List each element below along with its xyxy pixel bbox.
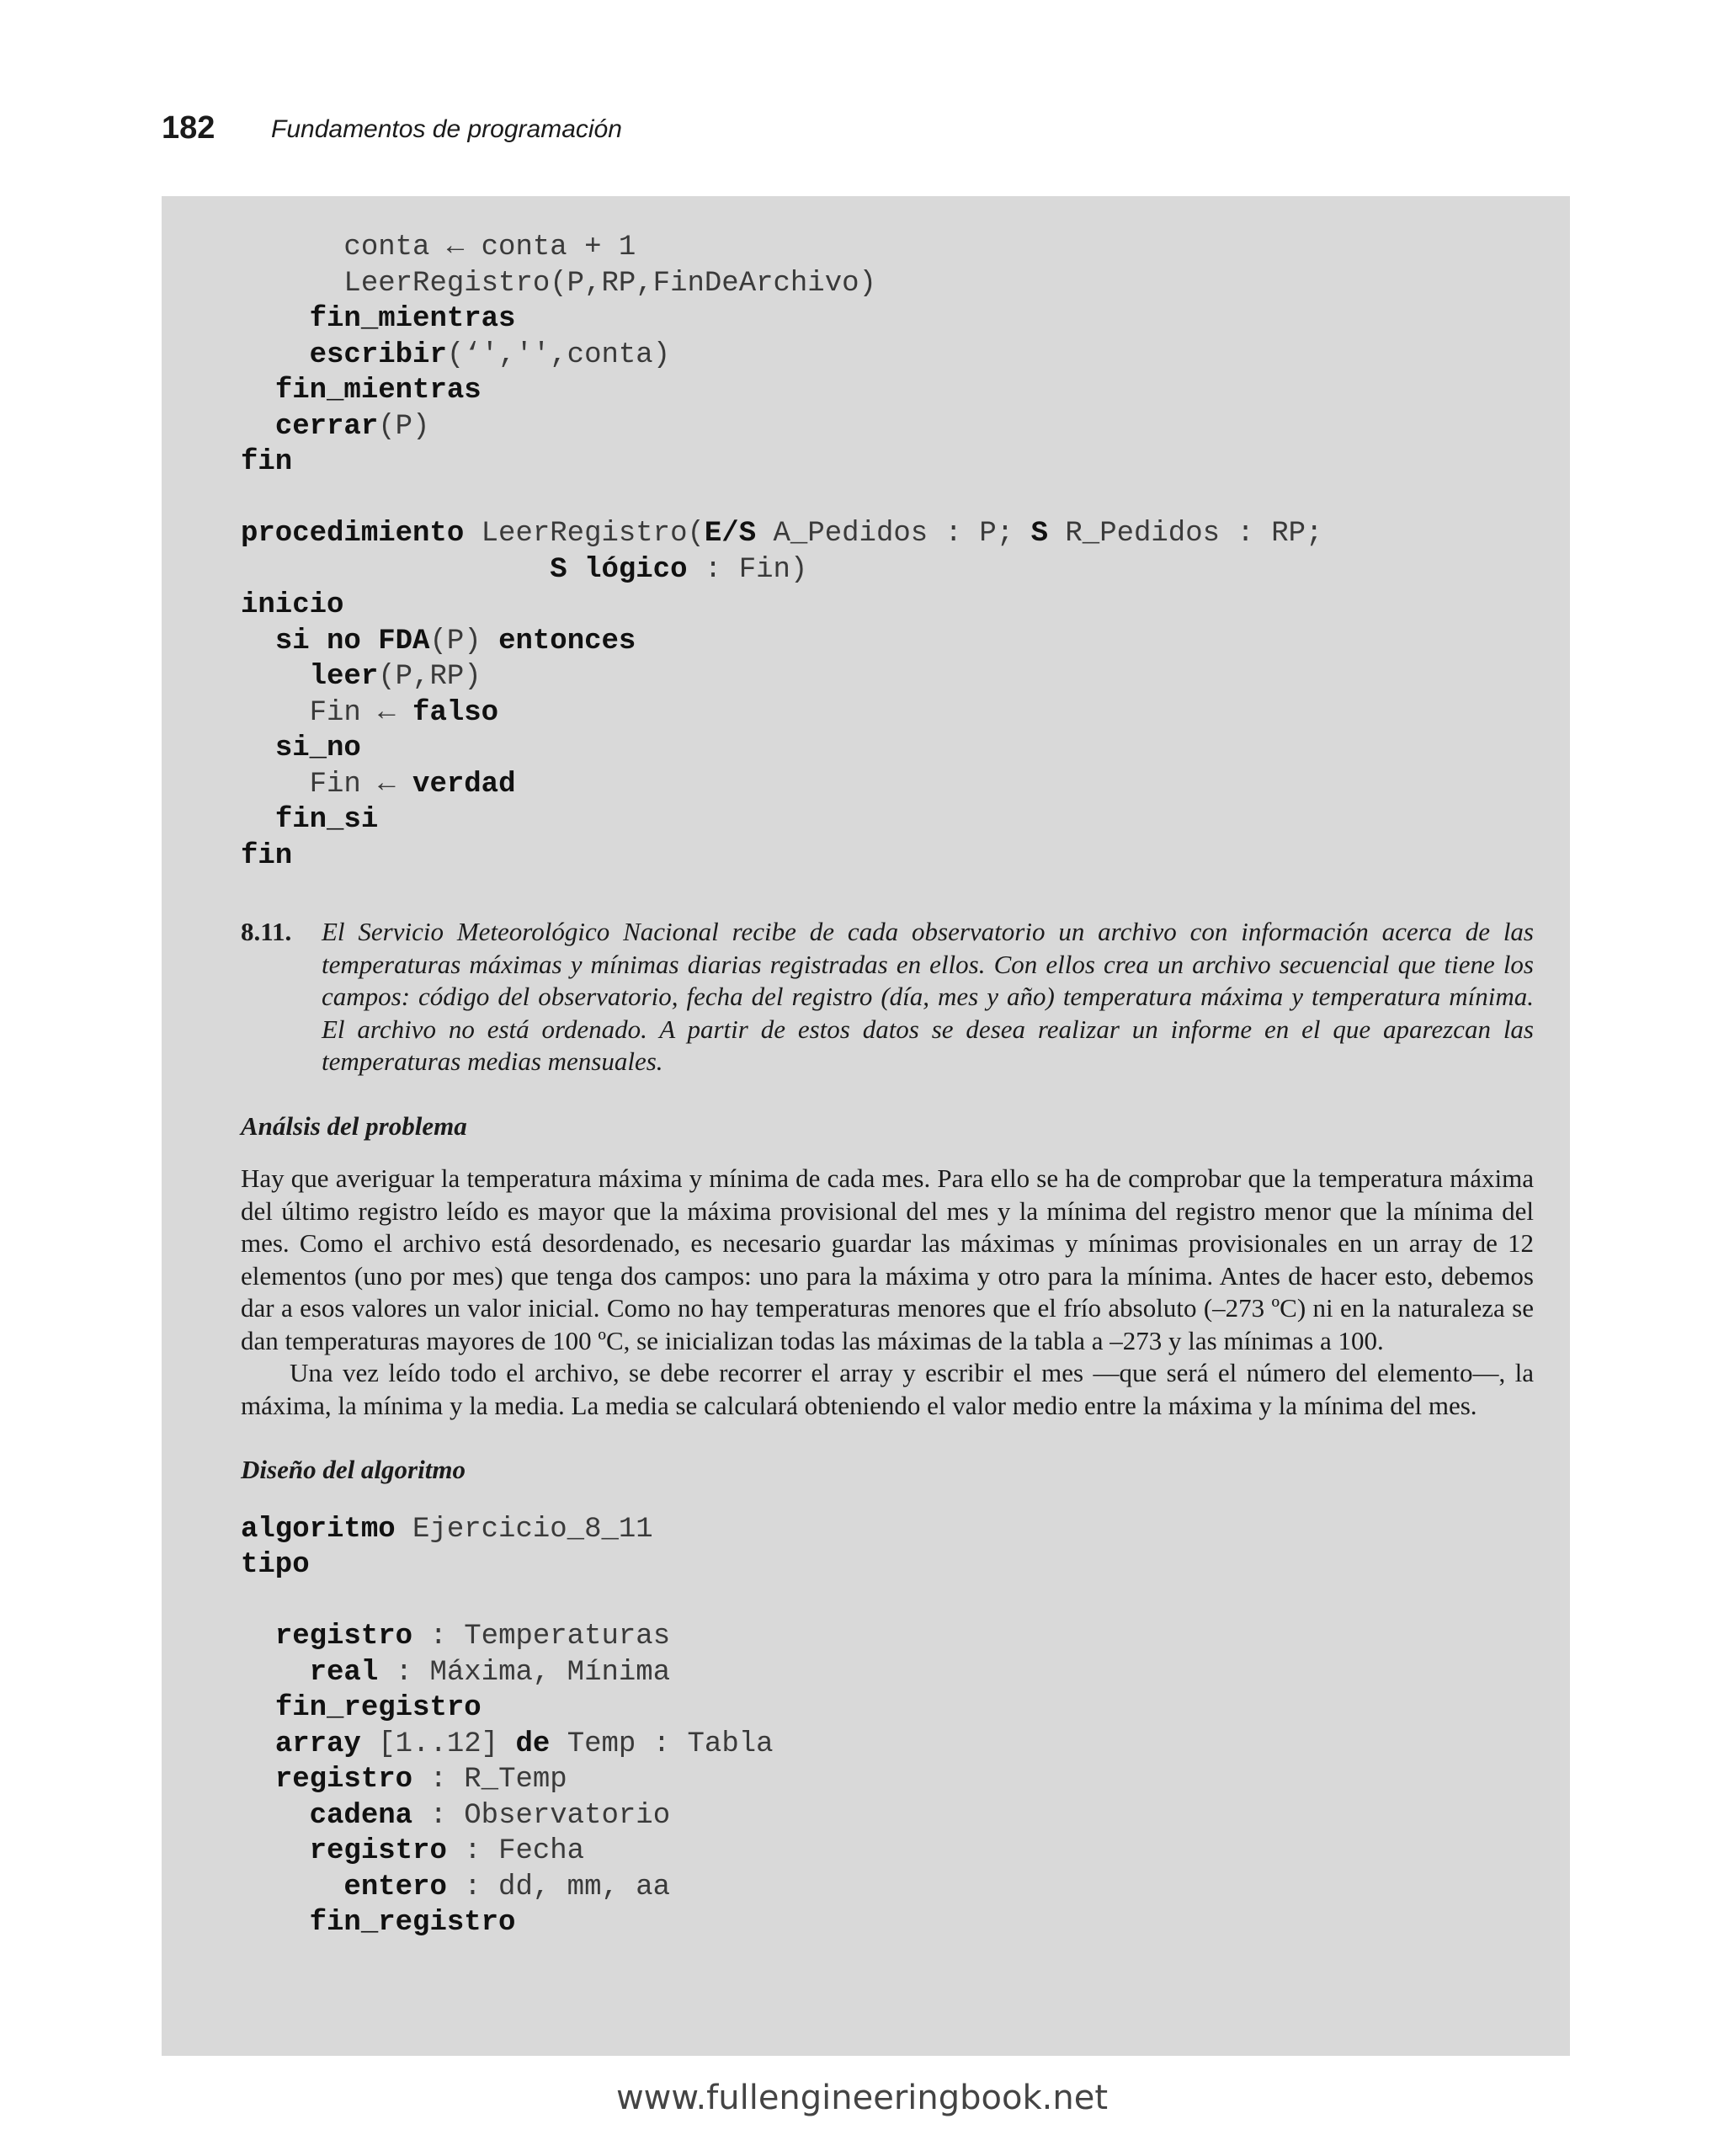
content-panel — [162, 196, 1570, 2056]
code-line: fin_registro — [274, 1692, 482, 1724]
analysis-paragraph: Hay que averiguar la temperatura máxima y mínima de cada mes. Para ello se ha de comprobar que la temperatura máxima del último registro leído es mayor que la máxima provisional del mes y la mínima del registro menor que la mínima del mes. Como el archivo está desordenado, es necesario guardar las máximas y mínimas provisionales en un array de 12 elementos (uno por mes) que tenga dos campos: uno para la máxima y otro para la mínima. Antes de hacer esto, debemos dar a esos valores un valor inicial. Como no hay temperaturas menores que el frío absoluto (–273 ºC) ni en la naturaleza se dan temperaturas mayores de 100 ºC, se inicializan todas las máximas de la tabla a –273 y las mínimas a 100. — [241, 1163, 1534, 1355]
code-line: tipo — [241, 1549, 310, 1581]
code-block-procedure — [241, 230, 1534, 874]
code-line: registro : R_Temp — [274, 1764, 567, 1796]
analysis-paragraph: Una vez leído todo el archivo, se debe recorrer el array y escribir el mes —que será el número del elemento—, la máxima, la mínima y la media. La media se calculará obteniendo el valor medio entre la máxima y la mínima del mes. — [241, 1358, 1534, 1420]
page-number: 182 — [162, 110, 216, 146]
code-line: fin_registro — [309, 1907, 516, 1939]
code-line: algoritmo Ejercicio_8_11 — [241, 1513, 653, 1546]
code-line: array [1..12] de Temp : Tabla — [274, 1727, 774, 1760]
code-line: cerrar(P) — [274, 410, 430, 443]
code-line: Fin ← verdad — [241, 768, 516, 801]
code-line: conta ← conta + 1 — [343, 232, 636, 264]
book-title: Fundamentos de programación — [271, 115, 622, 143]
code-line: fin — [241, 446, 293, 478]
analysis-heading: Análsis del problema — [241, 1110, 467, 1141]
code-blank-line — [241, 481, 1534, 517]
code-line: fin_mientras — [309, 303, 516, 335]
code-line: fin_si — [274, 804, 379, 836]
code-line: registro : Temperaturas — [274, 1621, 671, 1653]
code-line: inicio — [241, 589, 344, 621]
code-line: registro : Fecha — [309, 1835, 585, 1867]
design-heading: Diseño del algoritmo — [241, 1455, 466, 1484]
panel-content — [241, 230, 1534, 1941]
code-line: escribir(‘','',conta) — [309, 338, 671, 371]
code-line: S lógico : Fin) — [550, 553, 808, 586]
code-block-algorithm — [241, 1512, 1534, 1941]
code-line: Fin ← falso — [241, 696, 499, 729]
code-line: real : Máxima, Mínima — [309, 1656, 671, 1689]
exercise-number: 8.11. — [241, 917, 292, 946]
code-line: LeerRegistro(P,RP,FinDeArchivo) — [343, 267, 876, 300]
code-line: fin_mientras — [274, 375, 482, 407]
website-footer: www.fullengineeringbook.net — [615, 2079, 1109, 2117]
code-line: entero : dd, mm, aa — [343, 1871, 671, 1903]
code-line: fin — [241, 839, 293, 872]
code-line: cadena : Observatorio — [309, 1799, 671, 1832]
page-header — [162, 108, 1562, 150]
code-line: si_no — [274, 732, 361, 764]
code-blank-line — [241, 1584, 1534, 1620]
exercise-text: El Servicio Meteorológico Nacional recibe de cada observatorio un archivo con información acerca de las temperaturas máximas y mínimas diarias registradas en ellos. Con ellos crea un archivo secuencial que tiene los campos: código del observatorio, fecha del registro (día, mes y año) temperatura máxima y temperatura mínima. El archivo no está ordenado. A partir de estos datos se desea realizar un informe en el que aparezcan las temperaturas medias mensuales. — [322, 917, 1534, 1076]
code-line: si no FDA(P) entonces — [274, 625, 636, 657]
code-line: leer(P,RP) — [309, 661, 482, 693]
exercise-statement — [241, 916, 1534, 1078]
code-line: procedimiento LeerRegistro(E/S A_Pedidos : P; S R_Pedidos : RP; — [241, 518, 1323, 550]
